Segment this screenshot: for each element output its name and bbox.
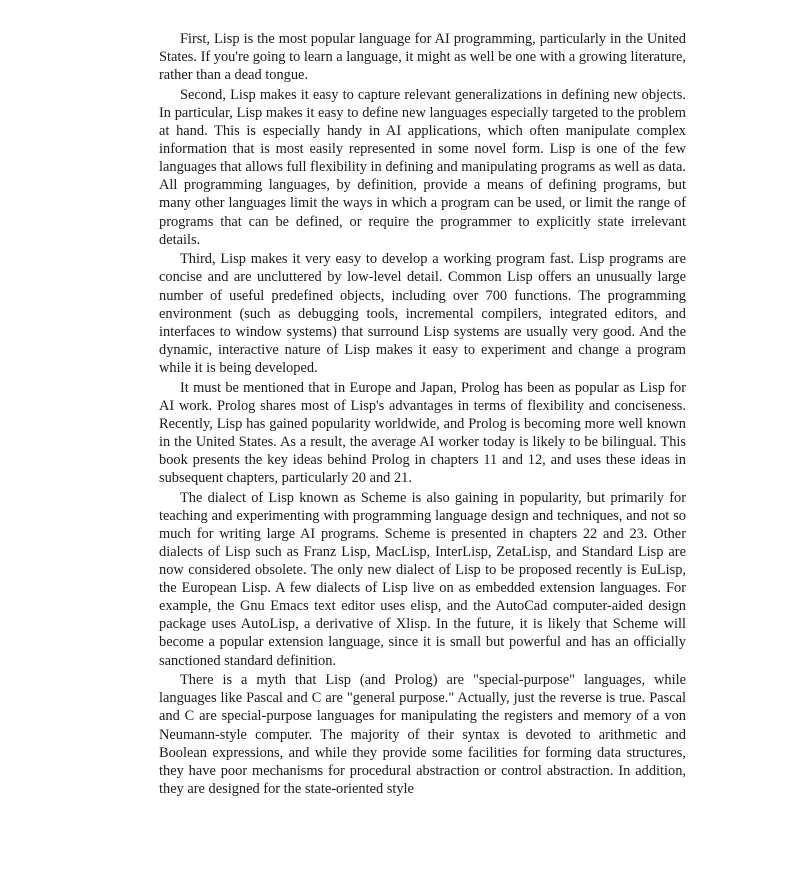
body-text: [159, 30, 686, 800]
paragraph-5: The dialect of Lisp known as Scheme is also gaining in popularity, but primarily for teaching and experimenting with programming language design and techniques, and not so much for writing large AI programs. Scheme is presented in chapters 22 and 23. Other dialects of Lisp such as Franz Lisp, MacLisp, InterLisp, ZetaLisp, and Standard Lisp are now considered obsolete. The only new dialect of Lisp to be proposed recently is EuLisp, the European Lisp. A few dialects of Lisp live on as embedded extension languages. For example, the Gnu Emacs text editor uses elisp, and the AutoCad computer-aided design package uses AutoLisp, a derivative of Xlisp. In the future, it is likely that Scheme will become a popular extension language, since it is small but powerful and has an officially sanctioned standard definition.: [159, 489, 686, 669]
paragraph-1: First, Lisp is the most popular language for AI programming, particularly in the United States. If you're going to learn a language, it might as well be one with a growing literature, rather than a dead tongue.: [159, 31, 686, 84]
paragraph-2: Second, Lisp makes it easy to capture relevant generalizations in defining new objects. In particular, Lisp makes it easy to define new languages especially targeted to the problem at hand. This is especially handy in AI applications, which often manipulate complex information that is most easily represented in some novel form. Lisp is one of the few languages that allows full flexibility in defining and manipulating programs as well as data. All programming languages, by definition, provide a means of defining programs, but many other languages limit the ways in which a program can be used, or limit the range of programs that can be defined, or require the programmer to explicitly state irrelevant details.: [159, 86, 686, 248]
paragraph-4: It must be mentioned that in Europe and Japan, Prolog has been as popular as Lisp for AI work. Prolog shares most of Lisp's advantages in terms of flexibility and conciseness. Recently, Lisp has gained popularity worldwide, and Prolog is becoming more well known in the United States. As a result, the average AI worker today is likely to be bilingual. This book presents the key ideas behind Prolog in chapters 11 and 12, and uses these ideas in subsequent chapters, particularly 20 and 21.: [159, 379, 686, 487]
paragraph-3: Third, Lisp makes it very easy to develop a working program fast. Lisp programs are concise and are uncluttered by low-level detail. Common Lisp offers an unusually large number of useful predefined objects, including over 700 functions. The programming environment (such as debugging tools, incremental compilers, integrated editors, and interfaces to window systems) that surround Lisp systems are usually very good. And the dynamic, interactive nature of Lisp makes it easy to experiment and change a program while it is being developed.: [159, 251, 686, 376]
paragraph-6: There is a myth that Lisp (and Prolog) are "special-purpose" languages, while languages like Pascal and C are "general purpose." Actually, just the reverse is true. Pascal and C are special-purpose languages for manipulating the registers and memory of a von Neumann-style computer. The majority of their syntax is devoted to arithmetic and Boolean expressions, and while they provide some facilities for forming data structures, they have poor mechanisms for procedural abstraction or control abstraction. In addition, they are designed for the state-oriented style: [159, 672, 686, 797]
